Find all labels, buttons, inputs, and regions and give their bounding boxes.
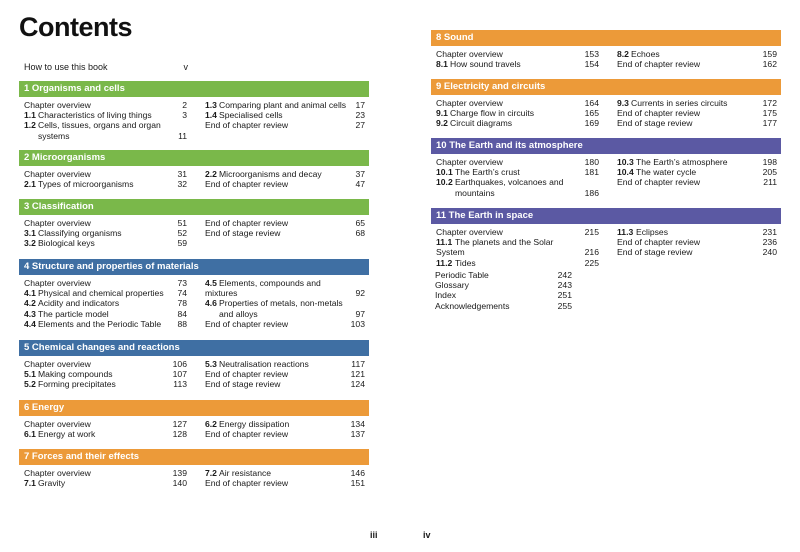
entry-page-number: 73 bbox=[177, 278, 187, 288]
chapter-header[interactable]: 6 Energy bbox=[19, 400, 369, 416]
entry-page-number: 251 bbox=[557, 290, 572, 301]
entry-page-number: 107 bbox=[172, 369, 187, 380]
back-matter-entry[interactable] bbox=[435, 290, 572, 300]
entry-label: Making compounds bbox=[38, 369, 113, 380]
section-number: 3.1 bbox=[24, 228, 36, 239]
entry-page-number: 78 bbox=[177, 298, 187, 309]
toc-entry[interactable] bbox=[617, 59, 777, 69]
entry-page-number: 172 bbox=[762, 98, 777, 108]
toc-entry[interactable] bbox=[24, 468, 187, 478]
toc-entry[interactable] bbox=[205, 100, 365, 110]
entry-page-number: 137 bbox=[350, 429, 365, 440]
entry-page-number: 88 bbox=[177, 318, 187, 329]
chapter-block bbox=[19, 199, 369, 252]
entry-label: Energy at work bbox=[38, 429, 96, 440]
entries-column-left bbox=[436, 227, 599, 268]
toc-entry[interactable] bbox=[205, 228, 365, 238]
toc-entry[interactable] bbox=[24, 100, 187, 110]
entry-label: Elements, compounds and mixtures bbox=[205, 278, 321, 299]
entry-label: Currents in series circuits bbox=[631, 98, 728, 108]
entry-label: Chapter overview bbox=[24, 218, 91, 228]
entry-label: The particle model bbox=[38, 308, 109, 319]
toc-entry[interactable] bbox=[436, 59, 599, 69]
toc-entry[interactable] bbox=[436, 108, 599, 118]
section-number: 9.1 bbox=[436, 108, 448, 119]
toc-entry[interactable] bbox=[617, 98, 777, 108]
entry-label: Cells, tissues, organs and organ bbox=[38, 120, 161, 131]
entry-page-number: 240 bbox=[762, 247, 777, 258]
entry-page-number: 11 bbox=[178, 130, 187, 141]
entry-page-number: 3 bbox=[182, 110, 187, 121]
entry-page-number: 177 bbox=[762, 118, 777, 129]
entry-label: Chapter overview bbox=[24, 278, 91, 288]
entry-page-number: 47 bbox=[355, 179, 365, 190]
chapter-header[interactable]: 2 Microorganisms bbox=[19, 150, 369, 166]
entry-label: Forming precipitates bbox=[38, 379, 116, 390]
toc-entry[interactable] bbox=[205, 120, 365, 130]
section-number: 6.1 bbox=[24, 429, 36, 440]
entry-label: Characteristics of living things bbox=[38, 110, 152, 121]
toc-entry[interactable] bbox=[617, 177, 777, 187]
entry-page-number: 106 bbox=[172, 359, 187, 369]
back-matter-entry[interactable] bbox=[435, 301, 572, 311]
toc-entry[interactable] bbox=[24, 319, 187, 329]
toc-entry[interactable] bbox=[617, 157, 777, 167]
entry-page-number: 74 bbox=[177, 288, 187, 299]
entry-label: End of chapter review bbox=[205, 120, 289, 131]
entry-page-number: 97 bbox=[355, 308, 365, 319]
toc-entry[interactable] bbox=[24, 379, 187, 389]
section-number: 1.3 bbox=[205, 100, 217, 110]
section-number: 1.4 bbox=[205, 110, 217, 121]
section-number: 9.2 bbox=[436, 118, 448, 129]
entry-label: Types of microorganisms bbox=[38, 179, 134, 190]
toc-entry[interactable] bbox=[24, 298, 187, 308]
toc-entry[interactable] bbox=[24, 429, 187, 439]
toc-entry[interactable] bbox=[617, 247, 777, 257]
entry-label: Periodic Table bbox=[435, 270, 489, 280]
toc-entry[interactable] bbox=[617, 118, 777, 128]
entries-column-right bbox=[205, 359, 365, 390]
section-number: 2.1 bbox=[24, 179, 36, 190]
chapter-block bbox=[431, 79, 781, 132]
toc-entry[interactable] bbox=[436, 177, 599, 197]
back-matter-entry[interactable] bbox=[435, 280, 572, 290]
entries-column-right bbox=[205, 419, 365, 439]
section-number: 7.1 bbox=[24, 478, 36, 489]
toc-entry[interactable] bbox=[436, 237, 599, 257]
entry-label: Chapter overview bbox=[436, 227, 503, 237]
entry-page-number: 121 bbox=[350, 369, 365, 380]
section-number: 9.3 bbox=[617, 98, 629, 108]
chapter-block bbox=[431, 208, 781, 268]
toc-entry[interactable] bbox=[205, 478, 365, 488]
section-number: 7.2 bbox=[205, 468, 217, 478]
entry-page-number: 59 bbox=[177, 238, 187, 249]
toc-entry[interactable] bbox=[205, 110, 365, 120]
section-number: 8.2 bbox=[617, 49, 629, 59]
back-matter-entry[interactable] bbox=[435, 270, 572, 280]
chapter-block bbox=[19, 259, 369, 332]
entry-label: End of chapter review bbox=[617, 177, 701, 188]
entry-label: Microorganisms and decay bbox=[219, 169, 322, 179]
entry-label: Gravity bbox=[38, 478, 66, 489]
entry-label: The Earth’s atmosphere bbox=[636, 157, 728, 167]
entry-label: End of stage review bbox=[205, 228, 281, 239]
entry-label: The planets and the Solar System bbox=[436, 237, 554, 258]
entries-column-left bbox=[436, 98, 599, 129]
chapter-block bbox=[431, 138, 781, 201]
toc-entry[interactable] bbox=[436, 49, 599, 59]
toc-entry[interactable] bbox=[24, 369, 187, 379]
entry-label-continued: and alloys bbox=[219, 308, 258, 319]
entry-label: Charge flow in circuits bbox=[450, 108, 535, 119]
entry-label: End of chapter review bbox=[205, 179, 289, 190]
entry-page-number: 103 bbox=[350, 318, 365, 329]
chapter-block bbox=[431, 30, 781, 73]
section-number: 10.3 bbox=[617, 157, 634, 167]
toc-entry[interactable] bbox=[617, 237, 777, 247]
entry-page-number: 92 bbox=[355, 288, 365, 299]
entries-column-right bbox=[617, 49, 777, 69]
entry-label: Glossary bbox=[435, 280, 469, 291]
toc-entry[interactable] bbox=[205, 419, 365, 429]
toc-entry[interactable] bbox=[24, 228, 187, 238]
back-matter-list bbox=[435, 270, 572, 311]
entry-page-number: 139 bbox=[172, 468, 187, 478]
entry-label: End of chapter review bbox=[205, 429, 289, 440]
entries-column-right bbox=[617, 227, 777, 258]
section-number: 4.3 bbox=[24, 308, 36, 319]
section-number: 10.2 bbox=[436, 177, 453, 188]
chapter-header[interactable]: 1 Organisms and cells bbox=[19, 81, 369, 97]
entry-page-number: 159 bbox=[762, 49, 777, 59]
toc-entry[interactable] bbox=[617, 167, 777, 177]
entry-page-number: 51 bbox=[177, 218, 187, 228]
entry-page-number: 225 bbox=[584, 257, 599, 268]
entry-label: Tides bbox=[455, 257, 476, 268]
entry-page-number: 37 bbox=[355, 169, 365, 179]
entry-label: End of chapter review bbox=[205, 218, 289, 228]
section-number: 4.6 bbox=[205, 298, 217, 309]
entry-page-number: 117 bbox=[351, 359, 365, 369]
section-number: 4.5 bbox=[205, 278, 217, 288]
toc-entry[interactable] bbox=[205, 468, 365, 478]
entry-label: Elements and the Periodic Table bbox=[38, 318, 162, 329]
entry-label: End of chapter review bbox=[617, 108, 701, 119]
toc-entry[interactable] bbox=[436, 167, 599, 177]
entry-page-number: 2 bbox=[182, 100, 187, 110]
how-to-use-entry[interactable] bbox=[24, 62, 188, 72]
entries-column-left bbox=[24, 100, 187, 141]
entry-label: Neutralisation reactions bbox=[219, 359, 309, 369]
entry-page-number: 180 bbox=[584, 157, 599, 167]
entry-page-number: 205 bbox=[762, 167, 777, 178]
toc-entry[interactable] bbox=[24, 179, 187, 189]
entries-column-right bbox=[205, 169, 365, 189]
entries-column-left bbox=[436, 49, 599, 69]
entry-label-continued: mountains bbox=[455, 187, 495, 198]
entries-column-left bbox=[24, 468, 187, 488]
entry-page-number: 134 bbox=[350, 419, 365, 429]
toc-entry[interactable] bbox=[24, 278, 187, 288]
toc-entry[interactable] bbox=[617, 227, 777, 237]
entry-page-number: 27 bbox=[355, 120, 365, 131]
entries-column-left bbox=[24, 218, 187, 249]
section-number: 1.1 bbox=[24, 110, 36, 121]
entry-page-number: 52 bbox=[177, 228, 187, 239]
entry-label: Acknowledgements bbox=[435, 300, 510, 311]
entry-label: Biological keys bbox=[38, 238, 95, 249]
entry-label: Chapter overview bbox=[24, 468, 91, 478]
toc-entry[interactable] bbox=[617, 49, 777, 59]
toc-entry[interactable] bbox=[205, 369, 365, 379]
section-number: 6.2 bbox=[205, 419, 217, 429]
entry-page-number: 211 bbox=[763, 177, 777, 188]
section-number: 8.1 bbox=[436, 59, 448, 70]
toc-entry[interactable] bbox=[205, 359, 365, 369]
entries-column-right bbox=[205, 468, 365, 488]
entry-label: End of chapter review bbox=[617, 237, 701, 248]
chapter-header[interactable]: 5 Chemical changes and reactions bbox=[19, 340, 369, 356]
entry-page-number: 153 bbox=[584, 49, 599, 59]
entry-label: Acidity and indicators bbox=[38, 298, 120, 309]
chapter-block bbox=[19, 400, 369, 443]
entry-label: Chapter overview bbox=[24, 419, 91, 429]
entries-column-right bbox=[617, 98, 777, 129]
entry-page-number: 231 bbox=[762, 227, 777, 237]
how-to-use-label: How to use this book bbox=[24, 62, 108, 72]
entries-column-left bbox=[24, 419, 187, 439]
entry-label: End of chapter review bbox=[205, 318, 289, 329]
toc-entry[interactable] bbox=[205, 298, 365, 318]
folio-left: iii bbox=[370, 530, 378, 540]
entry-page-number: 242 bbox=[557, 270, 572, 280]
entry-label: End of chapter review bbox=[205, 478, 289, 489]
entry-label: End of stage review bbox=[617, 247, 693, 258]
entry-page-number: 255 bbox=[557, 300, 572, 311]
entry-page-number: 23 bbox=[355, 110, 365, 121]
section-number: 11.2 bbox=[436, 257, 453, 268]
section-number: 5.3 bbox=[205, 359, 217, 369]
chapter-header[interactable]: 7 Forces and their effects bbox=[19, 449, 369, 465]
toc-entry[interactable] bbox=[205, 429, 365, 439]
chapter-header[interactable]: 3 Classification bbox=[19, 199, 369, 215]
toc-entry[interactable] bbox=[205, 179, 365, 189]
section-number: 4.1 bbox=[24, 288, 36, 299]
entries-column-right bbox=[205, 218, 365, 238]
entry-page-number: 215 bbox=[584, 227, 599, 237]
entry-label: Chapter overview bbox=[436, 49, 503, 59]
entry-label: Index bbox=[435, 290, 457, 301]
toc-entry[interactable] bbox=[24, 110, 187, 120]
toc-entry[interactable] bbox=[436, 118, 599, 128]
entry-page-number: 236 bbox=[762, 237, 777, 248]
section-number: 4.4 bbox=[24, 318, 36, 329]
entry-page-number: 154 bbox=[584, 59, 599, 70]
entry-label: End of chapter review bbox=[205, 369, 289, 380]
entry-page-number: 113 bbox=[173, 379, 187, 390]
toc-entry[interactable] bbox=[24, 359, 187, 369]
entry-label: Chapter overview bbox=[24, 100, 91, 110]
entry-page-number: 186 bbox=[584, 187, 599, 198]
chapter-block bbox=[19, 150, 369, 193]
chapter-header[interactable]: 4 Structure and properties of materials bbox=[19, 259, 369, 275]
page-title: Contents bbox=[19, 12, 132, 42]
entries-column-right bbox=[205, 278, 365, 329]
entry-label: Properties of metals, non-metals bbox=[219, 298, 343, 309]
toc-entry[interactable] bbox=[205, 379, 365, 389]
section-number: 11.3 bbox=[617, 227, 634, 237]
toc-entry[interactable] bbox=[24, 218, 187, 228]
entry-label: Comparing plant and animal cells bbox=[219, 100, 347, 110]
section-number: 5.1 bbox=[24, 369, 36, 380]
toc-entry[interactable] bbox=[24, 169, 187, 179]
toc-entry[interactable] bbox=[24, 288, 187, 298]
chapter-header[interactable]: 10 The Earth and its atmosphere bbox=[431, 138, 781, 154]
entries-column-left bbox=[24, 359, 187, 390]
chapter-block bbox=[19, 449, 369, 492]
toc-entry[interactable] bbox=[24, 419, 187, 429]
entry-label: Chapter overview bbox=[436, 157, 503, 167]
entry-label-continued: systems bbox=[38, 130, 70, 141]
entry-page-number: 198 bbox=[762, 157, 777, 167]
entry-page-number: 65 bbox=[355, 218, 365, 228]
entry-page-number: 151 bbox=[350, 478, 365, 489]
entry-page-number: 32 bbox=[177, 179, 187, 190]
toc-entry[interactable] bbox=[617, 108, 777, 118]
entry-page-number: 165 bbox=[584, 108, 599, 119]
toc-entry[interactable] bbox=[24, 478, 187, 488]
entry-page-number: 216 bbox=[584, 247, 599, 258]
entry-page-number: 31 bbox=[177, 169, 187, 179]
entry-page-number: 84 bbox=[177, 308, 187, 319]
folio-right: iv bbox=[423, 530, 431, 540]
how-to-use-page: v bbox=[183, 62, 188, 72]
toc-entry[interactable] bbox=[436, 227, 599, 237]
section-number: 3.2 bbox=[24, 238, 36, 249]
toc-entry[interactable] bbox=[436, 157, 599, 167]
chapter-header[interactable]: 11 The Earth in space bbox=[431, 208, 781, 224]
toc-entry[interactable] bbox=[436, 258, 599, 268]
section-number: 1.2 bbox=[24, 120, 36, 131]
entries-column-left bbox=[436, 157, 599, 198]
entry-label: The water cycle bbox=[636, 167, 697, 178]
entry-page-number: 140 bbox=[172, 478, 187, 489]
toc-entry[interactable] bbox=[436, 98, 599, 108]
entry-label: Echoes bbox=[631, 49, 660, 59]
entry-page-number: 146 bbox=[350, 468, 365, 478]
entry-label: End of stage review bbox=[205, 379, 281, 390]
entry-label: End of chapter review bbox=[617, 59, 701, 70]
entries-column-right bbox=[205, 100, 365, 131]
entry-label: Air resistance bbox=[219, 468, 272, 478]
toc-entry[interactable] bbox=[24, 120, 187, 140]
entry-label: Chapter overview bbox=[24, 359, 91, 369]
toc-entry[interactable] bbox=[205, 218, 365, 228]
section-number: 2.2 bbox=[205, 169, 217, 179]
entry-page-number: 169 bbox=[584, 118, 599, 129]
chapter-header[interactable]: 9 Electricity and circuits bbox=[431, 79, 781, 95]
entry-label: Specialised cells bbox=[219, 110, 283, 121]
section-number: 10.1 bbox=[436, 167, 453, 178]
entry-page-number: 124 bbox=[350, 379, 365, 390]
section-number: 10.4 bbox=[617, 167, 634, 178]
section-number: 11.1 bbox=[436, 237, 453, 248]
entry-label: Energy dissipation bbox=[219, 419, 290, 429]
entry-label: Earthquakes, volcanoes and bbox=[455, 177, 564, 188]
entries-column-right bbox=[617, 157, 777, 188]
entry-page-number: 164 bbox=[584, 98, 599, 108]
entries-column-left bbox=[24, 278, 187, 329]
entry-label: Eclipses bbox=[636, 227, 668, 237]
entry-label: Classifying organisms bbox=[38, 228, 122, 239]
toc-entry[interactable] bbox=[24, 238, 187, 248]
entries-column-left bbox=[24, 169, 187, 189]
toc-entry[interactable] bbox=[205, 278, 365, 298]
entry-label: Physical and chemical properties bbox=[38, 288, 164, 299]
entry-page-number: 128 bbox=[172, 429, 187, 440]
entry-page-number: 175 bbox=[762, 108, 777, 119]
section-number: 4.2 bbox=[24, 298, 36, 309]
toc-entry[interactable] bbox=[205, 169, 365, 179]
entry-label: Chapter overview bbox=[436, 98, 503, 108]
entry-page-number: 162 bbox=[762, 59, 777, 70]
entry-label: Chapter overview bbox=[24, 169, 91, 179]
entry-label: The Earth’s crust bbox=[455, 167, 520, 178]
section-number: 5.2 bbox=[24, 379, 36, 390]
entry-label: End of stage review bbox=[617, 118, 693, 129]
entry-label: How sound travels bbox=[450, 59, 521, 70]
entry-page-number: 181 bbox=[584, 167, 599, 178]
entry-label: Circuit diagrams bbox=[450, 118, 513, 129]
entry-page-number: 17 bbox=[355, 100, 365, 110]
entry-page-number: 127 bbox=[172, 419, 187, 429]
chapter-block bbox=[19, 340, 369, 393]
toc-entry[interactable] bbox=[24, 309, 187, 319]
entry-page-number: 243 bbox=[557, 280, 572, 291]
chapter-header[interactable]: 8 Sound bbox=[431, 30, 781, 46]
entry-page-number: 68 bbox=[355, 228, 365, 239]
toc-entry[interactable] bbox=[205, 319, 365, 329]
chapter-block bbox=[19, 81, 369, 144]
